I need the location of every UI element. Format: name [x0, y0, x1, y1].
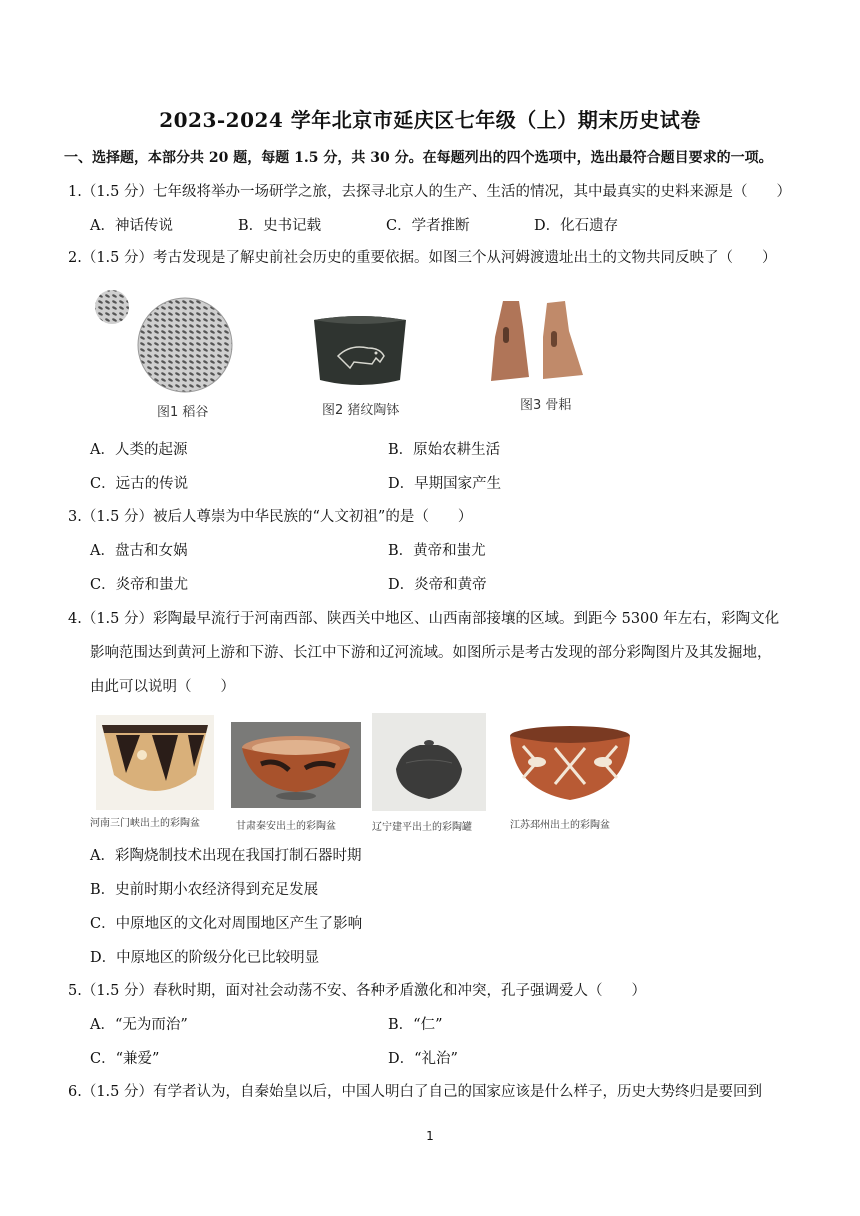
pig-pattern-bowl-image: [310, 312, 410, 390]
question-4-stem-line-3: 由此可以说明（ ）: [90, 679, 235, 695]
page-number: 1: [426, 1129, 434, 1143]
question-3-stem: 3.（1.5 分）被后人尊崇为中华民族的“人文初祖”的是（ ）: [68, 509, 473, 525]
q4-option-d: D．中原地区的阶级分化已比较明显: [90, 950, 320, 966]
q3-option-b: B．黄帝和蚩尤: [388, 543, 486, 559]
q2-option-d: D．早期国家产生: [388, 476, 502, 492]
q2-option-c: C．远古的传说: [90, 476, 189, 492]
figure-3-caption: 图3 骨耜: [520, 398, 572, 413]
question-4-stem-line-2: 影响范围达到黄河上游和下游、长江中下游和辽河流域。如图所示是考古发现的部分彩陶图片及其发掘地，: [90, 645, 772, 661]
pizhou-pottery-basin-image: [503, 710, 637, 812]
qinan-pottery-basin-image: [231, 722, 361, 808]
q4-figure-4-caption: 江苏邳州出土的彩陶盆: [510, 820, 610, 831]
rice-grain-image: [90, 287, 250, 397]
q5-option-c: C．“兼爱”: [90, 1051, 160, 1067]
jianping-pottery-jar-image: [372, 713, 486, 811]
question-6-stem: 6.（1.5 分）有学者认为，自秦始皇以后，中国人明白了自己的国家应该是什么样子，历史大势终归是要回到: [68, 1084, 762, 1100]
q4-figure-2-caption: 甘肃秦安出土的彩陶盆: [236, 821, 336, 832]
q4-option-c: C．中原地区的文化对周围地区产生了影响: [90, 916, 363, 932]
q5-option-b: B．“仁”: [388, 1017, 443, 1033]
q4-figure-3-caption: 辽宁建平出土的彩陶罐: [372, 822, 472, 833]
q1-option-b: B．史书记载: [238, 218, 322, 234]
bone-spade-image: [485, 297, 590, 385]
q4-figure-1-caption: 河南三门峡出土的彩陶盆: [90, 818, 200, 829]
q5-option-a: A．“无为而治”: [90, 1017, 188, 1033]
q3-option-a: A．盘古和女娲: [90, 543, 188, 559]
sanmenxia-pottery-basin-image: [96, 715, 214, 810]
q2-option-a: A．人类的起源: [90, 442, 188, 458]
q3-option-c: C．炎帝和蚩尤: [90, 577, 189, 593]
q3-option-d: D．炎帝和黄帝: [388, 577, 487, 593]
q1-option-d: D．化石遗存: [534, 218, 619, 234]
figure-1-caption: 图1 稻谷: [157, 405, 209, 420]
question-1-stem: 1.（1.5 分）七年级将举办一场研学之旅，去探寻北京人的生产、生活的情况，其中最真实的史料来源是（ ）: [68, 184, 791, 200]
q2-option-b: B．原始农耕生活: [388, 442, 501, 458]
q5-option-d: D．“礼治”: [388, 1051, 458, 1067]
figure-2-caption: 图2 猪纹陶钵: [322, 403, 400, 418]
q1-option-a: A．神话传说: [90, 218, 173, 234]
question-5-stem: 5.（1.5 分）春秋时期，面对社会动荡不安、各种矛盾激化和冲突，孔子强调爱人（ ）: [68, 983, 646, 999]
page-title: 2023-2024 学年北京市延庆区七年级（上）期末历史试卷: [159, 108, 701, 132]
question-2-stem: 2.（1.5 分）考古发现是了解史前社会历史的重要依据。如图三个从河姆渡遗址出土的文物共同反映了（ ）: [68, 250, 777, 266]
q1-option-c: C．学者推断: [386, 218, 470, 234]
q4-option-a: A．彩陶烧制技术出现在我国打制石器时期: [90, 848, 362, 864]
section-heading: 一、选择题，本部分共 20 题，每题 1.5 分，共 30 分。在每题列出的四个选项中，选出最符合题目要求的一项。: [64, 150, 773, 166]
q4-option-b: B．史前时期小农经济得到充足发展: [90, 882, 319, 898]
question-4-stem-line-1: 4.（1.5 分）彩陶最早流行于河南西部、陕西关中地区、山西南部接壤的区域。到距今 5300 年左右，彩陶文化: [68, 611, 780, 627]
